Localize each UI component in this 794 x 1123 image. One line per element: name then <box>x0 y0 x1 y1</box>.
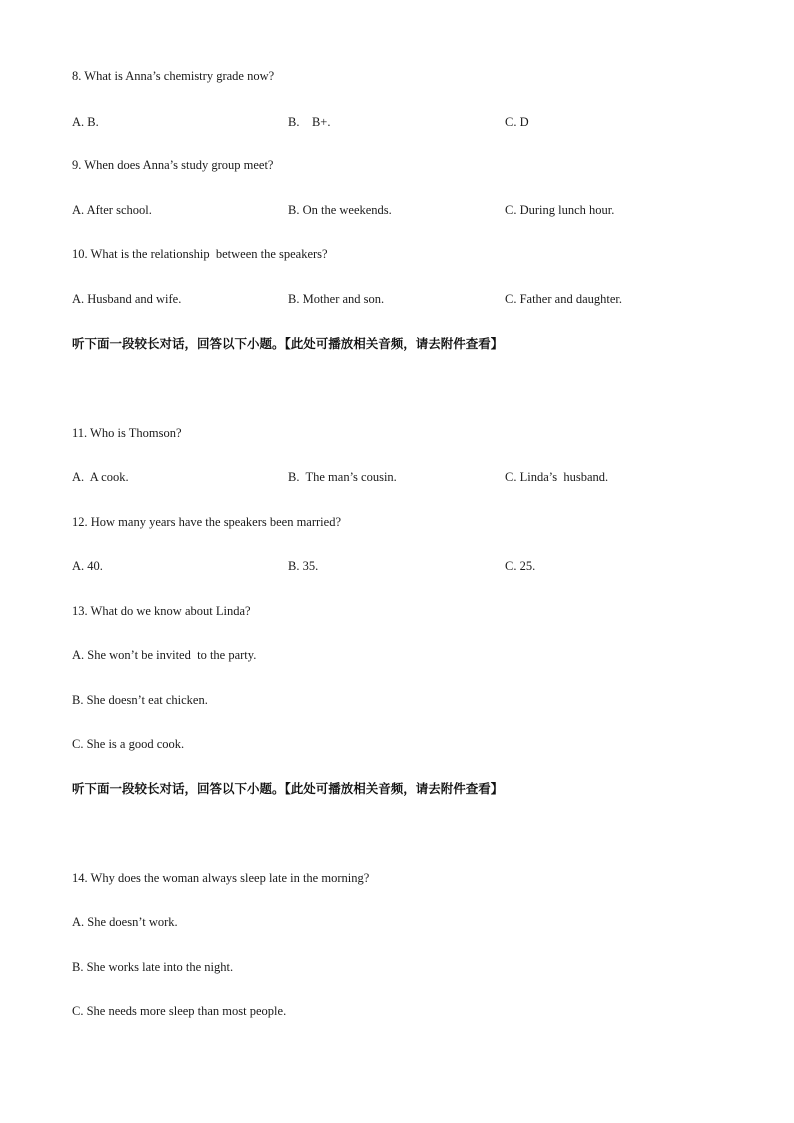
question-11-option-c: C. Linda’s husband. <box>505 470 609 484</box>
question-13-option-c: C. She is a good cook. <box>72 737 185 751</box>
listening-instruction-1: 听下面一段较长对话，回答以下小题。【此处可播放相关音频，请去附件查看】 <box>72 336 504 351</box>
question-11-option-b: B. The man’s cousin. <box>288 470 397 484</box>
question-8-option-b: B. B+. <box>288 115 331 129</box>
question-8-option-c: C. D <box>505 115 529 129</box>
question-8-text: 8. What is Anna’s chemistry grade now? <box>72 69 275 83</box>
question-12-text: 12. How many years have the speakers been married? <box>72 515 341 529</box>
question-10-option-b: B. Mother and son. <box>288 292 385 306</box>
question-10-option-a: A. Husband and wife. <box>72 292 182 306</box>
question-8-option-a: A. B. <box>72 115 99 129</box>
question-11-option-a: A. A cook. <box>72 470 129 484</box>
question-12-option-a: A. 40. <box>72 559 103 573</box>
question-11-text: 11. Who is Thomson? <box>72 426 182 440</box>
question-13-option-a: A. She won’t be invited to the party. <box>72 648 257 662</box>
question-10-option-c: C. Father and daughter. <box>505 292 622 306</box>
question-14-text: 14. Why does the woman always sleep late in the morning? <box>72 871 370 885</box>
question-13-text: 13. What do we know about Linda? <box>72 604 251 618</box>
question-14-option-c: C. She needs more sleep than most people. <box>72 1004 287 1018</box>
question-10-text: 10. What is the relationship between the speakers? <box>72 247 328 261</box>
question-12-option-b: B. 35. <box>288 559 319 573</box>
question-12-option-c: C. 25. <box>505 559 536 573</box>
question-14-option-a: A. She doesn’t work. <box>72 915 178 929</box>
question-9-option-b: B. On the weekends. <box>288 203 392 217</box>
question-9-text: 9. When does Anna’s study group meet? <box>72 158 274 172</box>
question-9-option-c: C. During lunch hour. <box>505 203 615 217</box>
question-14-option-b: B. She works late into the night. <box>72 960 234 974</box>
listening-instruction-2: 听下面一段较长对话，回答以下小题。【此处可播放相关音频，请去附件查看】 <box>72 781 504 796</box>
question-13-option-b: B. She doesn’t eat chicken. <box>72 693 208 707</box>
question-9-option-a: A. After school. <box>72 203 152 217</box>
